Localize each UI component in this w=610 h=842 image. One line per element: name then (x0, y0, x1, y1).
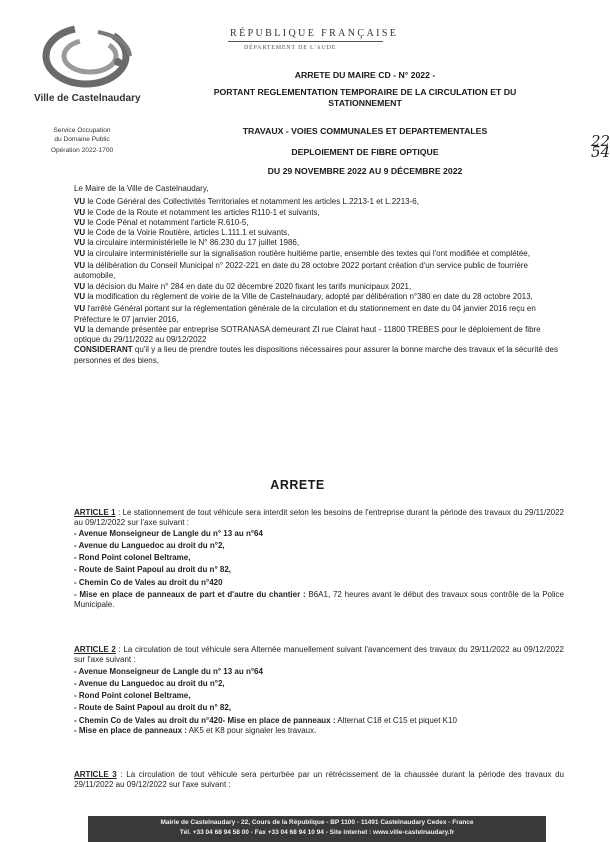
preamble-item-text: la modification du règlement de voirie de la Ville de Castelnaudary, adopté par délibération n°380 en date du 28 octobre 2013, (85, 291, 533, 301)
article-1-intro (74, 508, 564, 529)
title-line4: DEPLOIEMENT DE FIBRE OPTIQUE (291, 147, 439, 157)
preamble-item (74, 304, 564, 325)
header-divider (228, 41, 383, 42)
article-2 (74, 645, 564, 736)
article-2-line5-bold: - Chemin Co de Vales au droit du n°420- Mise en place de panneaux : (74, 715, 336, 725)
preamble-item-prefix: CONSIDERANT (74, 345, 133, 355)
article-3-intro-text: : La circulation de tout véhicule sera perturbée par un rétrécissement de la chaussée durant la période des travaux du 29/11/2022 au 09/12/2022 sur l'axe suivant : (74, 770, 564, 790)
preamble-item-prefix: VU (74, 324, 86, 334)
preamble-item-text: l'arrêté Général portant sur la réglementation générale de la circulation et du stationnement en date du 04 janvier 2016 reçu en Préfecture le 07 janvier 2016, (74, 304, 536, 324)
preamble-item-text: la demande présentée par entreprise SOTRANASA demeurant ZI rue Clairat haut - 11800 TREBES pour le déploiement de fibre optique du 29/11/2022 au 09/12/2022 (74, 324, 541, 345)
preamble-item (74, 197, 564, 207)
article-2-line5 (74, 716, 564, 726)
article-1-intro-text: : Le stationnement de tout véhicule sera interdit selon les besoins de l'entreprise durant la période des travaux du 29/11/2022 au 09/12/2022 sur l'axe suivant : (74, 508, 564, 528)
preamble-item-prefix: VU (74, 248, 86, 258)
article-1-last-text: B6A1, 72 heures avant le début des travaux sous contrôle de la Police Municipale. (74, 590, 564, 610)
article-3-intro (74, 770, 564, 791)
departement-label: DÉPARTEMENT DE L'AUDE (244, 45, 337, 51)
preamble-item (74, 218, 564, 228)
preamble-item-prefix: VU (74, 291, 86, 301)
title-line1: PORTANT REGLEMENTATION TEMPORAIRE DE LA CIRCULATION ET DU (213, 87, 517, 97)
preamble-item (74, 292, 564, 302)
preamble-item-prefix: VU (74, 238, 86, 248)
preamble-item-prefix: VU (74, 261, 86, 271)
preamble-item-text: le Code de la Voirie Routière, articles L.111.1 et suivants, (85, 228, 290, 238)
article-1-line: - Avenue du Languedoc au droit du n°2, (74, 540, 225, 550)
preamble-item (74, 238, 564, 248)
article-2-line: - Route de Saint Papoul au droit du n° 82, (74, 703, 231, 713)
article-2-line6-text: AK5 et K8 pour signaler les travaux. (186, 726, 317, 736)
title-line3: TRAVAUX - VOIES COMMUNALES ET DEPARTEMENTALES (242, 126, 488, 136)
preamble-item-text: la circulaire interministérielle sur la signalisation routière huitième partie, ensemble des textes qui l'ont modifiée et complétée, (85, 248, 530, 258)
preamble-item-text: qu'il y a lieu de prendre toutes les dispositions nécessaires pour assurer la bonne marche des travaux et la sécurité des personnes et des biens, (74, 345, 558, 365)
article-2-line6 (74, 726, 564, 736)
article-3 (74, 770, 564, 791)
preamble-item (74, 249, 564, 259)
preamble-item-prefix: VU (74, 217, 86, 227)
preamble-intro: Le Maire de la Ville de Castelnaudary, (74, 184, 209, 193)
service-line1: Service Occupation (53, 127, 111, 134)
arrete-handwritten-number: 22 54 (591, 132, 610, 161)
page-footer (88, 816, 546, 842)
article-2-line6-bold: - Mise en place de panneaux : (74, 726, 187, 736)
preamble-item-prefix: VU (74, 197, 86, 207)
title-line5: DU 29 NOVEMBRE 2022 AU 9 DÉCEMBRE 2022 (267, 166, 463, 176)
preamble-item-text: la décision du Maire n° 284 en date du 02 décembre 2020 fixant les tarifs municipaux 2021, (85, 281, 412, 291)
article-1 (74, 508, 564, 611)
article-1-line: - Avenue Monseigneur de Langle du n° 13 au n°64 (74, 528, 263, 538)
service-line2: du Domaine Public (54, 136, 110, 143)
footer-contact: Tél. +33 04 68 94 58 00 - Fax +33 04 68 94 10 94 - Site internet : www.ville-castelnaudary.fr (179, 828, 455, 836)
article-1-line: - Rond Point colonel Beltrame, (74, 553, 191, 563)
preamble-item (74, 261, 564, 282)
article-2-intro-text: : La circulation de tout véhicule sera Alternée manuellement suivant l'avancement des travaux du 29/11/2022 au 09/12/2022 sur l'axe suivant : (74, 645, 564, 665)
preamble-item-prefix: VU (74, 207, 86, 217)
article-2-label: ARTICLE 2 (74, 645, 116, 654)
article-1-line: - Route de Saint Papoul au droit du n° 82, (74, 565, 231, 575)
preamble-item-text: le Code Pénal et notamment l'article R.610-5, (85, 217, 249, 227)
preamble-item-text: le Code Général des Collectivités Territoriales et notamment les articles L.2213-1 et L.2213-6, (85, 197, 419, 207)
preamble-item-text: le Code de la Route et notamment les articles R110-1 et suivants, (85, 207, 320, 217)
article-2-line5-text: Alternat C18 et C15 et piquet K10 (335, 715, 457, 725)
article-1-last (74, 590, 564, 611)
preamble-item (74, 208, 564, 218)
title-line2: STATIONNEMENT (328, 98, 402, 108)
preamble-item (74, 228, 564, 238)
footer-address: Mairie de Castelnaudary - 22, Cours de la République - BP 1100 - 11491 Castelnaudary Cedex - France (160, 819, 474, 826)
preamble (74, 184, 564, 366)
preamble-item-text: la circulaire interministérielle le N° 86.230 du 17 juillet 1986, (85, 238, 300, 248)
preamble-item-prefix: VU (74, 281, 86, 291)
castelnaudary-logo (40, 22, 136, 90)
republique-francaise: RÉPUBLIQUE FRANÇAISE (230, 28, 399, 39)
preamble-item (74, 282, 564, 292)
arrete-prefix: ARRETE DU MAIRE CD - N° 2022 - (294, 70, 436, 80)
article-3-label: ARTICLE 3 (74, 770, 117, 779)
preamble-item-prefix: VU (74, 228, 86, 238)
preamble-item (74, 325, 564, 346)
service-block (22, 126, 142, 155)
article-2-line: - Avenue du Languedoc au droit du n°2, (74, 678, 225, 688)
article-2-line: - Rond Point colonel Beltrame, (74, 691, 191, 701)
preamble-item-text: la délibération du Conseil Municipal n° 2022-221 en date du 28 octobre 2022 portant création d'un service public de fourrière automobile, (74, 261, 528, 281)
operation-number: Opération 2022-1700 (50, 147, 114, 154)
city-name: Ville de Castelnaudary (34, 93, 141, 104)
preamble-item-prefix: VU (74, 304, 86, 314)
article-2-intro (74, 645, 564, 666)
article-2-line: - Avenue Monseigneur de Langle du n° 13 au n°64 (74, 666, 263, 676)
logo-swirl-icon (40, 22, 136, 90)
arrete-heading: ARRETE (270, 478, 325, 492)
article-1-label: ARTICLE 1 (74, 508, 116, 517)
preamble-item (74, 345, 564, 366)
article-1-last-bold: - Mise en place de panneaux de part et d'autre du chantier : (74, 590, 306, 600)
article-1-line: - Chemin Co de Vales au droit du n°420 (74, 577, 223, 587)
